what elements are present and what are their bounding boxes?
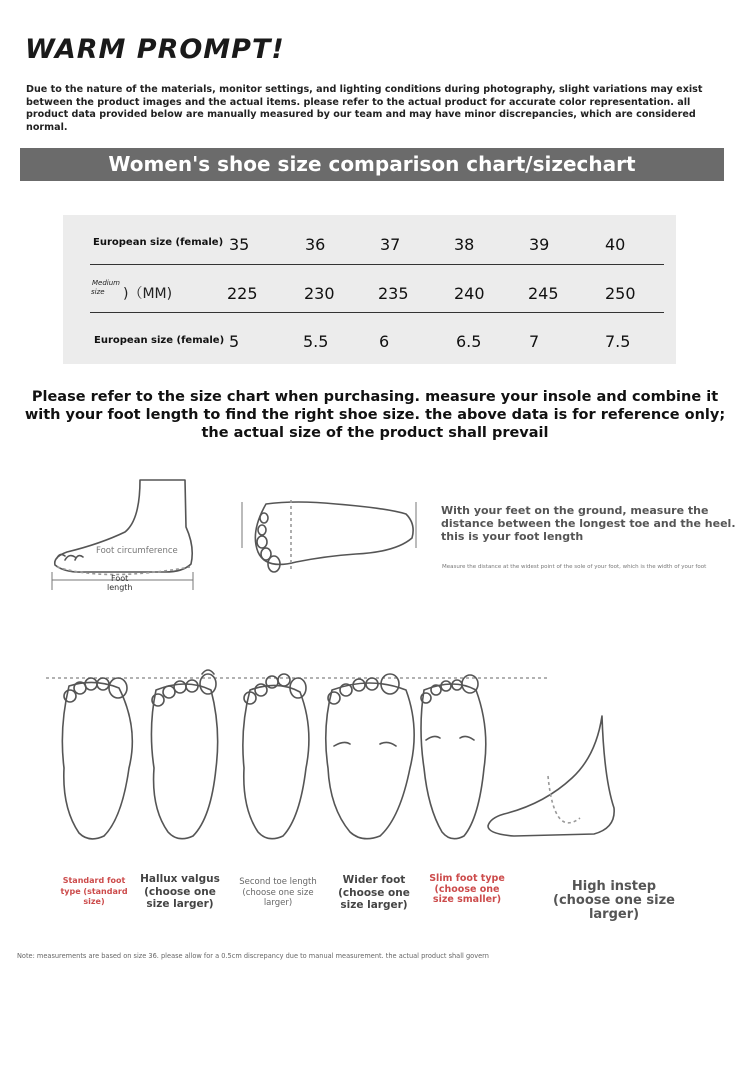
table-cell: 39: [529, 235, 550, 254]
row-label-medium: Medium: [92, 279, 120, 287]
page-title: WARM PROMPT!: [25, 34, 285, 65]
disclaimer-text: Due to the nature of the materials, monitor settings, and lighting conditions during photography, slight variations may exist between the product images and the actual items. please refer to the actual product for accurate color representation. all product data provided below are manually measured by our team and may have minor discrepancies, which are considered normal.: [26, 84, 703, 133]
foot-type-label-slim: Slim foot type (choose one size smaller): [429, 873, 505, 905]
hallux-valgus-foot-icon: [151, 670, 217, 839]
foot-type-label-second-toe: Second toe length (choose one size larger): [239, 877, 317, 908]
table-cell: 230: [304, 284, 335, 303]
foot-length-label-2: length: [107, 583, 133, 592]
table-cell: 40: [605, 235, 626, 254]
foot-types-illustration: [44, 668, 664, 858]
foot-length-note: With your feet on the ground, measure the distance between the longest toe and the heel. this is your foot length: [441, 504, 736, 543]
wider-foot-icon: [326, 674, 414, 839]
standard-foot-icon: [62, 678, 132, 839]
instructions-text: Please refer to the size chart when purchasing. measure your insole and combine it with your foot length to find the right shoe size. the above data is for reference only; the actual size of the product shall prevail: [24, 389, 726, 441]
row-label-eu-size: European size (female): [94, 335, 225, 346]
table-cell: 240: [454, 284, 485, 303]
foot-type-label-high-instep: High instep (choose one size larger): [553, 879, 675, 922]
table-cell: 36: [305, 235, 326, 254]
foot-type-label-hallux: Hallux valgus (choose one size larger): [140, 873, 220, 910]
foot-length-label: Foot: [111, 574, 129, 583]
table-cell: 235: [378, 284, 409, 303]
row-label-eu-size: European size (female): [93, 237, 224, 248]
table-row: [63, 219, 676, 267]
row-label-unit: )（MM): [123, 286, 173, 302]
row-label-size: size: [91, 288, 105, 296]
table-cell: 7: [529, 332, 540, 351]
foot-width-note: Measure the distance at the widest point of the sole of your foot, which is the width of your foot: [442, 564, 707, 570]
foot-circumference-label: Foot circumference: [96, 546, 178, 556]
table-cell: 5: [229, 332, 240, 351]
footnote: Note: measurements are based on size 36. please allow for a 0.5cm discrepancy due to manual measurement. the actual product shall govern: [17, 952, 489, 960]
second-toe-foot-icon: [243, 674, 309, 839]
table-cell: 5.5: [303, 332, 329, 351]
table-cell: 225: [227, 284, 258, 303]
table-divider: [90, 312, 664, 313]
table-cell: 37: [380, 235, 401, 254]
table-divider: [90, 264, 664, 265]
table-cell: 7.5: [605, 332, 631, 351]
table-cell: 6.5: [456, 332, 482, 351]
table-row: [63, 268, 676, 316]
size-chart-banner: Women's shoe size comparison chart/sizechart: [20, 148, 724, 181]
table-cell: 250: [605, 284, 636, 303]
table-cell: 245: [528, 284, 559, 303]
foot-type-label-wider: Wider foot (choose one size larger): [338, 874, 410, 911]
table-cell: 38: [454, 235, 475, 254]
table-cell: 35: [229, 235, 250, 254]
table-row: [63, 316, 676, 364]
slim-foot-icon: [421, 675, 486, 839]
foot-sole-illustration: [236, 492, 422, 578]
foot-type-label-standard: Standard foot type (standard size): [60, 876, 128, 906]
high-instep-foot-icon: [488, 716, 614, 836]
size-table: [63, 215, 676, 364]
table-cell: 6: [379, 332, 390, 351]
